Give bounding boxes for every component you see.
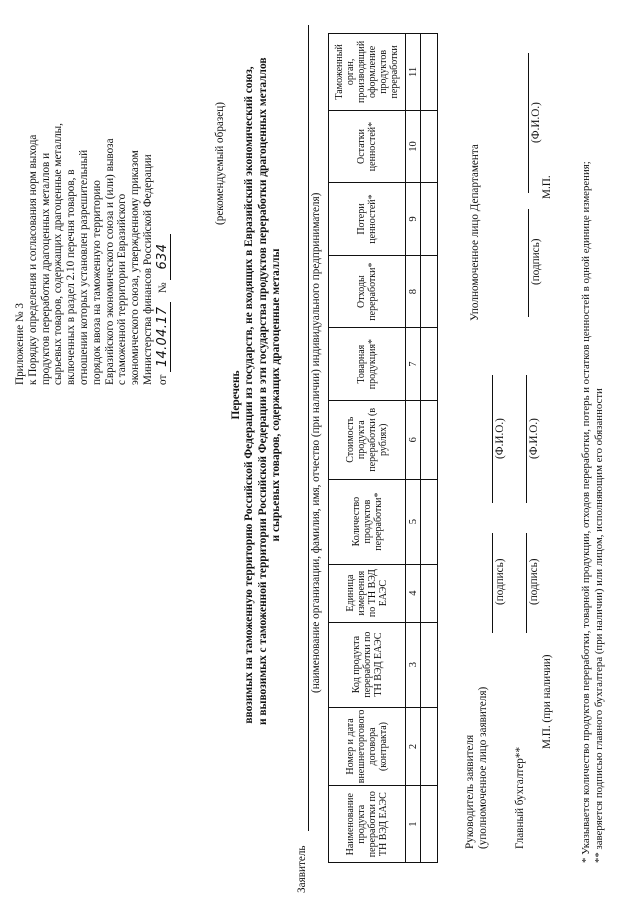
table-cell bbox=[421, 400, 438, 479]
column-header: Товарная продукция* bbox=[329, 328, 406, 401]
order-number-label: № bbox=[156, 282, 169, 294]
head-signature-line bbox=[492, 533, 493, 633]
column-header: Единица измерения по ТН ВЭД ЕАЭС bbox=[329, 564, 406, 622]
appendix-line: порядок ввоза на таможенную территорию bbox=[90, 180, 103, 385]
column-header: Номер и дата внешнеторгового договора (контракта) bbox=[329, 707, 406, 786]
products-table bbox=[328, 33, 438, 863]
table-cell bbox=[421, 183, 438, 256]
column-number: 7 bbox=[406, 328, 421, 401]
accountant-fio-caption: (Ф.И.О.) bbox=[528, 418, 540, 459]
department-official-label: Уполномоченное лицо Департамента bbox=[469, 144, 481, 321]
applicant-caption: (наименование организации, фамилия, имя, отчество (при наличии) индивидуального предпринимателя) bbox=[310, 192, 322, 693]
title-line: и сырьевых товаров, содержащих драгоценные металлы bbox=[270, 248, 283, 542]
column-number: 5 bbox=[406, 479, 421, 564]
appendix-line: Министерства финансов Российской Федерации bbox=[141, 154, 154, 385]
column-number: 8 bbox=[406, 255, 421, 328]
applicant-label: Заявитель bbox=[296, 845, 308, 893]
column-number: 3 bbox=[406, 622, 421, 707]
column-number: 2 bbox=[406, 707, 421, 786]
table-cell bbox=[421, 328, 438, 401]
title-line: ввозимых на таможенную территорию Российской Федерации из государств, не входящих в Евразийский экономический союз, bbox=[243, 66, 256, 724]
table-header-row bbox=[329, 34, 406, 863]
footnote: * Указывается количество продуктов переработки, товарной продукции, отходов переработки, потерь и остатков ценностей в одной единице измерения; bbox=[580, 161, 592, 863]
order-date-handwritten: 14.04.17 bbox=[157, 302, 171, 372]
appendix-line: экономического союза, утвержденному приказом bbox=[129, 150, 142, 385]
column-header: Стоимость продукта переработки (в рублях) bbox=[329, 400, 406, 479]
column-header: Отходы переработки* bbox=[329, 255, 406, 328]
head-fio-line bbox=[492, 375, 493, 503]
appendix-line: сырьевых товаров, содержащих драгоценные металлы, bbox=[52, 123, 65, 385]
column-number: 6 bbox=[406, 400, 421, 479]
accountant-fio-line bbox=[526, 375, 527, 503]
column-header: Код продукта переработки по ТН ВЭД ЕАЭС bbox=[329, 622, 406, 707]
order-line bbox=[154, 55, 171, 385]
table-cell bbox=[421, 564, 438, 622]
title-heading: Перечень bbox=[230, 370, 242, 420]
column-number: 1 bbox=[406, 786, 421, 863]
document-title bbox=[230, 57, 284, 725]
table-cell bbox=[421, 255, 438, 328]
head-label-line2: (уполномоченное лицо заявителя) bbox=[477, 686, 489, 849]
applicant-row bbox=[296, 13, 326, 893]
table-row-empty bbox=[421, 34, 438, 863]
footnotes bbox=[580, 23, 605, 863]
appendix-header bbox=[14, 55, 171, 385]
appendix-line: включенных в раздел 2.10 перечня товаров, в bbox=[65, 169, 78, 385]
applicant-fill-line bbox=[308, 25, 309, 831]
column-header: Потери ценностей* bbox=[329, 183, 406, 256]
head-fio-caption: (Ф.И.О.) bbox=[494, 418, 506, 459]
table-cell bbox=[421, 479, 438, 564]
column-number-row bbox=[406, 34, 421, 863]
table-cell bbox=[421, 707, 438, 786]
column-header: Количество продуктов переработки* bbox=[329, 479, 406, 564]
sample-note: (рекомендуемый образец) bbox=[214, 102, 226, 225]
footnote: ** заверяется подписью главного бухгалтера (при наличии) или лицом, исполняющим его обязанности bbox=[592, 388, 605, 863]
department-stamp-label: М.П. bbox=[541, 175, 553, 199]
stamp-optional-label: М.П. (при наличии) bbox=[541, 654, 553, 749]
column-header: Таможенный орган, производящий оформление продуктов переработки bbox=[329, 34, 406, 111]
column-header: Наименование продукта переработки по ТН ВЭД ЕАЭС bbox=[329, 786, 406, 863]
department-signature-caption: (подпись) bbox=[530, 238, 542, 285]
title-line: и вывозимых с таможенной территории Российской Федерации в эти государства продуктов переработки драгоценных металлов bbox=[256, 57, 269, 725]
column-number: 11 bbox=[406, 34, 421, 111]
department-fio-caption: (Ф.И.О.) bbox=[530, 102, 542, 143]
column-number: 4 bbox=[406, 564, 421, 622]
department-fio-line bbox=[528, 53, 529, 193]
appendix-line: с таможенной территории Евразийского bbox=[116, 193, 129, 385]
order-number-handwritten: 634 bbox=[157, 234, 171, 280]
accountant-label: Главный бухгалтер** bbox=[514, 746, 526, 849]
table-cell bbox=[421, 622, 438, 707]
table-cell bbox=[421, 110, 438, 183]
column-number: 10 bbox=[406, 110, 421, 183]
head-label-line1: Руководитель заявителя bbox=[464, 734, 476, 849]
accountant-signature-caption: (подпись) bbox=[528, 558, 540, 605]
table-cell bbox=[421, 34, 438, 111]
appendix-line: к Порядку определения и согласования норм выхода bbox=[26, 134, 39, 385]
table-cell bbox=[421, 786, 438, 863]
appendix-line: Евразийского экономического союза и (или) вывоза bbox=[103, 138, 116, 385]
department-signature-line bbox=[528, 209, 529, 317]
appendix-line: Приложение № 3 bbox=[14, 303, 26, 385]
appendix-line: продуктов переработки драгоценных металлов и bbox=[39, 152, 52, 385]
appendix-line: отношении которых установлен разрешительный bbox=[77, 149, 90, 385]
column-header: Остатки ценностей* bbox=[329, 110, 406, 183]
order-prefix: от bbox=[156, 374, 169, 385]
accountant-signature-line bbox=[526, 533, 527, 633]
head-signature-caption: (подпись) bbox=[494, 558, 506, 605]
column-number: 9 bbox=[406, 183, 421, 256]
